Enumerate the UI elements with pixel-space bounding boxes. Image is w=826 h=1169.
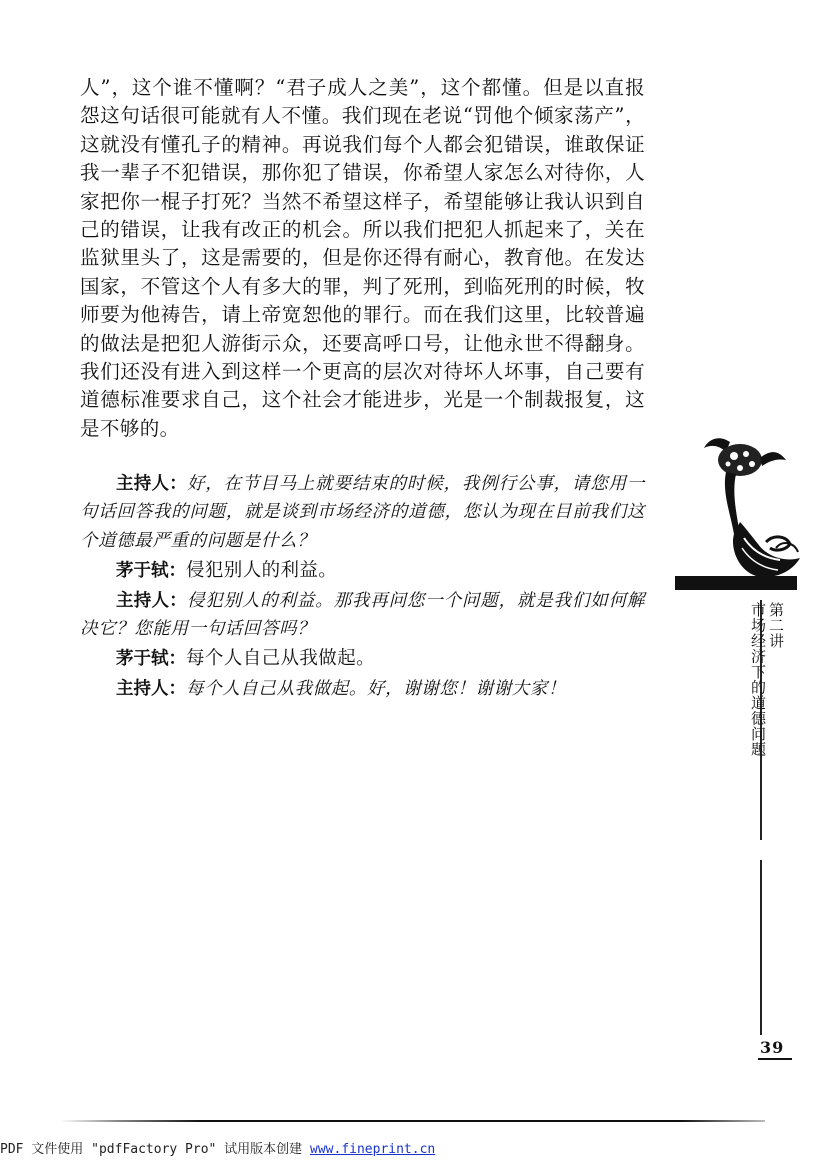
- dialogue-line: [80, 470, 645, 555]
- speaker-host: 主持人：: [116, 678, 186, 699]
- footer-link[interactable]: www.fineprint.cn: [310, 1142, 436, 1157]
- chapter-bar: [675, 576, 797, 590]
- body-text: [80, 74, 645, 443]
- speaker-guest: 茅于轼：: [116, 560, 186, 581]
- host-speech: 侵犯别人的利益。那我再问您一个问题，就是我们如何解决它？您能用一句话回答吗？: [80, 590, 646, 640]
- chapter-rule: [760, 860, 762, 1035]
- chapter-label: [749, 602, 785, 757]
- speaker-host: 主持人：: [116, 590, 187, 611]
- speaker-guest: 茅于轼：: [116, 648, 186, 669]
- dialogue-line: [80, 645, 645, 673]
- body-paragraph: 人”，这个谁不懂啊？“君子成人之美”，这个都懂。但是以直报怨这句话很可能就有人不懂。我们现在老说“罚他个倾家荡产”，这就没有懂孔子的精神。再说我们每个人都会犯错误，谁敢保证我一辈子不犯错误，那你犯了错误，你希望人家怎么对待你，人家把你一棍子打死？当然不希望这样子，希望能够让我认识到自己的错误，让我有改正的机会。所以我们把犯人抓起来了，关在监狱里头了，这是需要的，但是你还得有耐心，教育他。在发达国家，不管这个人有多大的罪，判了死刑，到临死刑的时候，牧师要为他祷告，请上帝宽恕他的罪行。而在我们这里，比较普遍的做法是把犯人游街示众，还要高呼口号，让他永世不得翻身。我们还没有进入到这样一个更高的层次对待坏人坏事，自己要有道德标准要求自己，这个社会才能进步，光是一个制裁报复，这是不够的。: [80, 76, 645, 440]
- page-number-rule: [758, 1058, 792, 1060]
- host-speech: 每个人自己从我做起。好，谢谢您！谢谢大家！: [186, 678, 567, 699]
- chapter-number: 第二讲: [767, 602, 785, 649]
- dialogue-line: [80, 587, 645, 644]
- footer-divider: [60, 1120, 765, 1122]
- dialogue-line: [80, 675, 645, 703]
- guest-speech: 侵犯别人的利益。: [186, 559, 338, 581]
- speaker-host: 主持人：: [116, 474, 187, 494]
- guest-speech: 每个人自己从我做起。: [186, 647, 376, 669]
- pdf-footer: [0, 1138, 826, 1157]
- footer-text: PDF 文件使用 "pdfFactory Pro" 试用版本创建: [0, 1142, 311, 1157]
- page-number: 39: [760, 1038, 785, 1057]
- chapter-title: 市场经济下的道德问题: [749, 602, 767, 757]
- host-speech: 好，在节目马上就要结束的时候，我例行公事，请您用一句话回答我的问题，就是谈到市场经济的道德，您认为现在目前我们这个道德最严重的问题是什么？: [80, 474, 646, 551]
- interview-dialogue: [80, 470, 645, 705]
- bird-ornament-icon: [700, 430, 805, 580]
- dialogue-line: [80, 557, 645, 585]
